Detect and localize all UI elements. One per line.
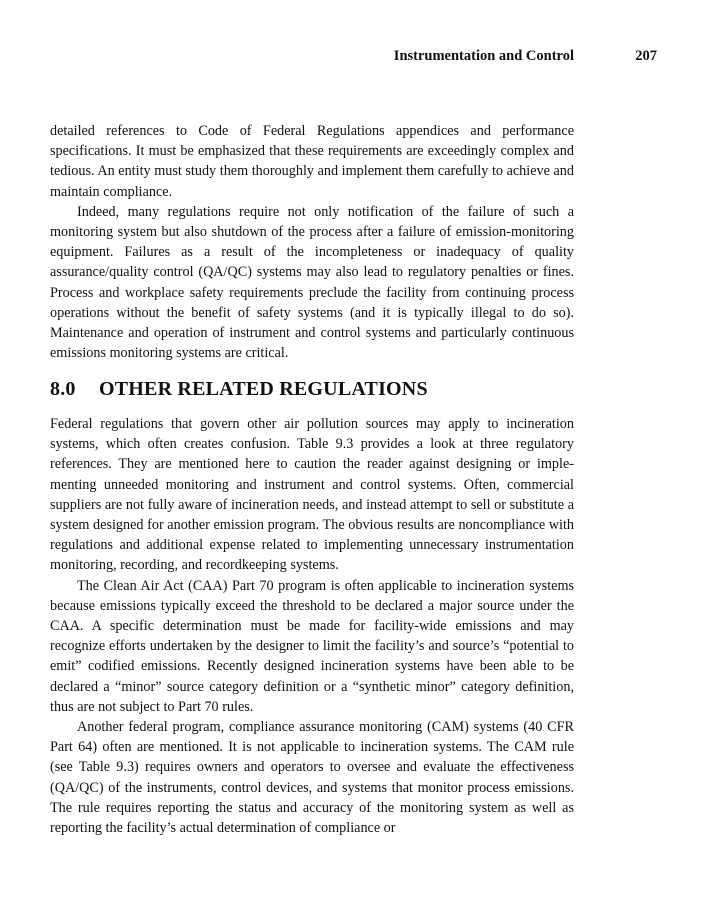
section-number: 8.0 — [50, 378, 76, 400]
section-text-block — [50, 414, 574, 838]
paragraph: Indeed, many regulations require not only notification of the failure of such a monitoring system but also shutdown of the process after a failure of emission-monitoring equipment. Failures as a result of the incompleteness or inadequacy of quality assurance/quality control (QA/QC) systems may also lead to regulatory penalties or fines. Process and workplace safety requirements preclude the facility from continuing process operations without the benefit of safety systems (and it is typically illegal to do so). Maintenance and operation of instrument and control systems and particularly continuous emissions monitoring systems are critical. — [50, 203, 574, 362]
running-title: Instrumentation and Control — [393, 48, 574, 64]
running-header — [0, 48, 707, 68]
paragraph: The Clean Air Act (CAA) Part 70 program is often applicable to incineration systems because emissions typically exceed the threshold to be declared a major source under the CAA. A specific determination must be made for facility-wide emissions and may recognize efforts undertaken by the designer to limit the facility’s and source’s “potential to emit” codified emissions. Recently designed incineration systems have been able to be declared a “minor” source category definition or a “synthetic minor” category definition, thus are not subject to Part 70 rules. — [50, 577, 574, 715]
page-number: 207 — [635, 48, 657, 64]
paragraph: Federal regulations that govern other air pollution sources may apply to incineration systems, which often creates confusion. Table 9.3 provides a look at three regulatory references. They are mentioned here to caution the reader against designing or implementing unneeded monitoring and instrument and control systems. Often, commercial suppliers are not fully aware of incineration needs, and instead attempt to sell or substitute a system designed for another emission program. The obvious results are noncompliance with regulations and additional expense related to implementing unnecessary instrumentation monitoring, recording, and recordkeeping systems. — [50, 416, 574, 574]
intro-text-block — [50, 121, 574, 363]
section-heading — [50, 378, 610, 401]
paragraph-continuation: detailed references to Code of Federal Regulations appendices and performance specifications. It must be emphasized that these requirements are exceedingly complex and tedious. An entity must study them thoroughly and implement them carefully to achieve and maintain compliance. — [50, 123, 574, 200]
section-title: OTHER RELATED REGULATIONS — [99, 378, 428, 400]
paragraph: Another federal program, compliance assurance monitoring (CAM) systems (40 CFR Part 64) often are mentioned. It is not applicable to incineration systems. The CAM rule (see Table 9.3) requires owners and operators to oversee and evaluate the effectiveness (QA/QC) of the instruments, control devices, and systems that monitor process emissions. The rule requires reporting the status and accuracy of the monitoring system as well as reporting the facility’s actual determination of compliance or — [50, 719, 574, 837]
